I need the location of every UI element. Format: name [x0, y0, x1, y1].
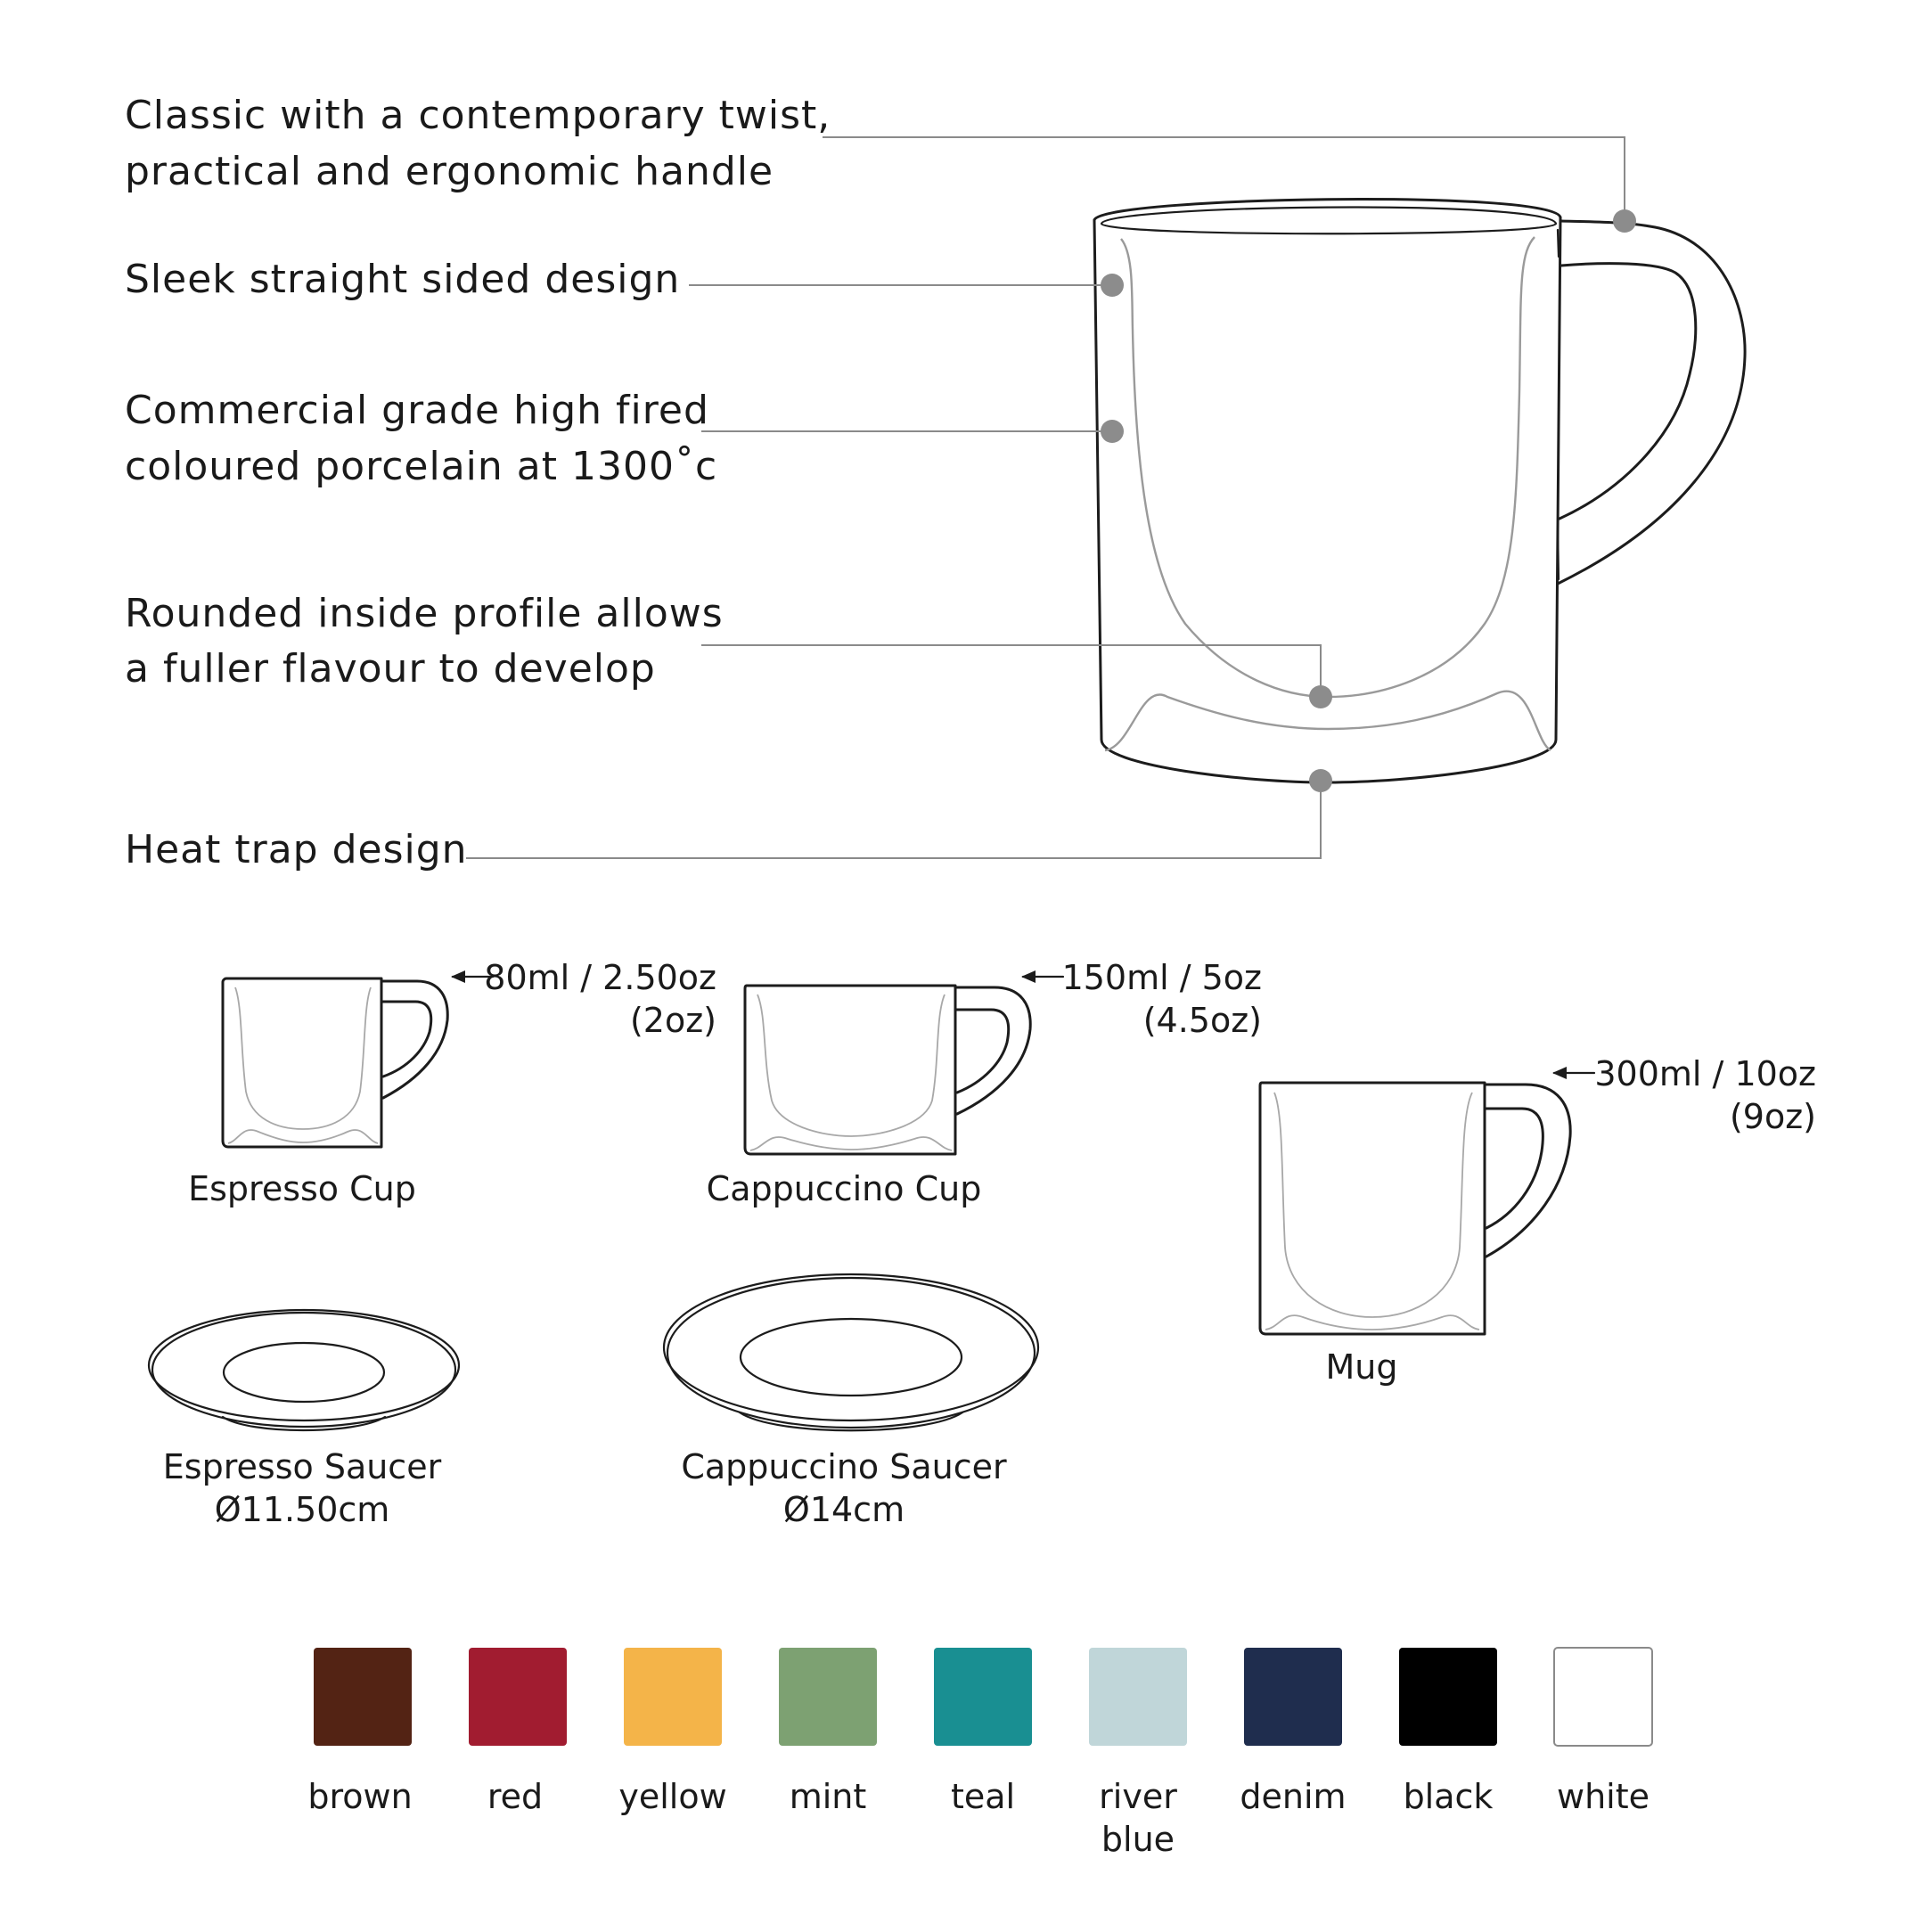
feature-straight-sided: Sleek straight sided design — [125, 257, 681, 302]
espresso-saucer-illustration — [149, 1310, 459, 1430]
espresso-saucer-outer-rim — [149, 1310, 459, 1420]
leader-line-inside-profile — [701, 645, 1321, 697]
cappuccino-cup-name: Cappuccino Cup — [706, 1169, 982, 1208]
swatch-denim-label: denim — [1240, 1777, 1347, 1816]
feature-handle-line2: practical and ergonomic handle — [125, 149, 774, 194]
espresso-cup-heat-trap — [228, 1130, 378, 1143]
espresso-saucer-rim-edge — [152, 1313, 455, 1427]
mug-handle-joint-bottom — [1558, 528, 1559, 579]
swatch-white-chip — [1554, 1648, 1652, 1746]
espresso-cup-handle — [381, 981, 447, 1098]
cappuccino-saucer-rim-edge — [667, 1278, 1035, 1428]
swatch-mint-label: mint — [789, 1777, 867, 1816]
feature-porcelain-line1: Commercial grade high fired — [125, 388, 709, 433]
large-mug-illustration — [1094, 200, 1745, 782]
cappuccino-cup-inner-profile — [757, 995, 945, 1136]
mug-name: Mug — [1325, 1347, 1398, 1387]
swatch-mint — [779, 1648, 877, 1816]
swatch-river-blue-label-line1: river — [1099, 1777, 1177, 1816]
espresso-saucer-well — [224, 1343, 384, 1402]
mug-capacity: 300ml / 10oz — [1594, 1054, 1816, 1093]
feature-leader-lines — [466, 137, 1636, 858]
cappuccino-cup-capacity-alt: (4.5oz) — [1142, 1001, 1262, 1040]
cappuccino-cup-heat-trap — [750, 1137, 952, 1150]
feature-handle-line1: Classic with a contemporary twist, — [125, 93, 831, 138]
leader-line-handle — [823, 137, 1625, 221]
swatch-teal — [934, 1648, 1032, 1816]
espresso-cup-inner-profile — [235, 987, 371, 1129]
color-swatches — [307, 1648, 1652, 1859]
swatch-yellow-chip — [624, 1648, 722, 1746]
swatch-white-label: white — [1557, 1777, 1650, 1816]
swatch-mint-chip — [779, 1648, 877, 1746]
swatch-red — [469, 1648, 567, 1816]
swatch-red-chip — [469, 1648, 567, 1746]
cappuccino-saucer-illustration — [664, 1274, 1038, 1430]
espresso-cup-capacity-alt: (2oz) — [629, 1001, 716, 1040]
swatch-river-blue-label-line2: blue — [1101, 1820, 1175, 1859]
swatch-brown — [307, 1648, 412, 1816]
espresso-cup-illustration — [223, 978, 447, 1147]
callout-dot-porcelain — [1101, 420, 1124, 443]
swatch-brown-chip — [314, 1648, 412, 1746]
callout-dot-inside-profile — [1309, 685, 1332, 708]
callout-dot-heat-trap — [1309, 769, 1332, 792]
feature-inside-profile-line2: a fuller flavour to develop — [125, 646, 656, 692]
small-mug-illustration — [1260, 1083, 1570, 1334]
swatch-black-label: black — [1403, 1777, 1494, 1816]
feature-porcelain-line2: coloured porcelain at 1300˚c — [125, 444, 718, 489]
callout-dot-straight-sided — [1101, 274, 1124, 297]
mug-inner-profile — [1121, 237, 1535, 697]
feature-inside-profile-line1: Rounded inside profile allows — [125, 591, 724, 636]
swatch-river-blue-chip — [1089, 1648, 1187, 1746]
swatch-brown-label: brown — [307, 1777, 413, 1816]
small-mug-body — [1260, 1083, 1485, 1334]
cappuccino-saucer-well — [741, 1319, 962, 1396]
swatch-black-chip — [1399, 1648, 1497, 1746]
cappuccino-saucer-diameter: Ø14cm — [782, 1490, 905, 1529]
mug-handle-inner — [1560, 264, 1696, 519]
cappuccino-capacity-arrowhead — [1021, 970, 1036, 983]
small-mug-handle — [1485, 1085, 1570, 1257]
leader-line-heat-trap — [466, 781, 1321, 858]
cappuccino-saucer-outer-rim — [664, 1274, 1038, 1420]
swatch-teal-label: teal — [950, 1777, 1016, 1816]
cappuccino-cup-illustration — [745, 986, 1030, 1154]
cappuccino-cup-body — [745, 986, 955, 1154]
espresso-saucer-name: Espresso Saucer — [162, 1447, 442, 1486]
mug-handle-joint-top — [1558, 230, 1559, 257]
espresso-cup-capacity: 80ml / 2.50oz — [484, 958, 716, 997]
small-mug-inner-profile — [1274, 1093, 1472, 1317]
swatch-red-label: red — [487, 1777, 544, 1816]
callout-dot-handle — [1613, 209, 1636, 233]
swatch-river-blue — [1089, 1648, 1187, 1859]
cappuccino-cup-handle — [955, 987, 1030, 1114]
espresso-saucer-diameter: Ø11.50cm — [214, 1490, 390, 1529]
espresso-cup-body — [223, 978, 381, 1147]
swatch-yellow — [618, 1648, 726, 1816]
cappuccino-saucer-name: Cappuccino Saucer — [681, 1447, 1007, 1486]
mug-capacity-alt: (9oz) — [1729, 1097, 1816, 1136]
feature-list — [125, 93, 831, 872]
swatch-black — [1399, 1648, 1497, 1816]
swatch-yellow-label: yellow — [618, 1777, 727, 1816]
mug-handle-outer — [1558, 221, 1745, 584]
mug-rim-inner — [1101, 208, 1556, 234]
espresso-capacity-arrowhead — [451, 970, 465, 983]
cappuccino-cup-capacity: 150ml / 5oz — [1061, 958, 1262, 997]
espresso-cup-name: Espresso Cup — [188, 1169, 416, 1208]
swatch-denim-chip — [1244, 1648, 1342, 1746]
swatch-denim — [1240, 1648, 1346, 1816]
mug-rim-outer — [1094, 200, 1560, 220]
swatch-white — [1554, 1648, 1652, 1816]
mug-capacity-arrowhead — [1552, 1067, 1567, 1079]
product-labels — [163, 958, 1816, 1529]
feature-heat-trap: Heat trap design — [125, 827, 468, 872]
swatch-teal-chip — [934, 1648, 1032, 1746]
